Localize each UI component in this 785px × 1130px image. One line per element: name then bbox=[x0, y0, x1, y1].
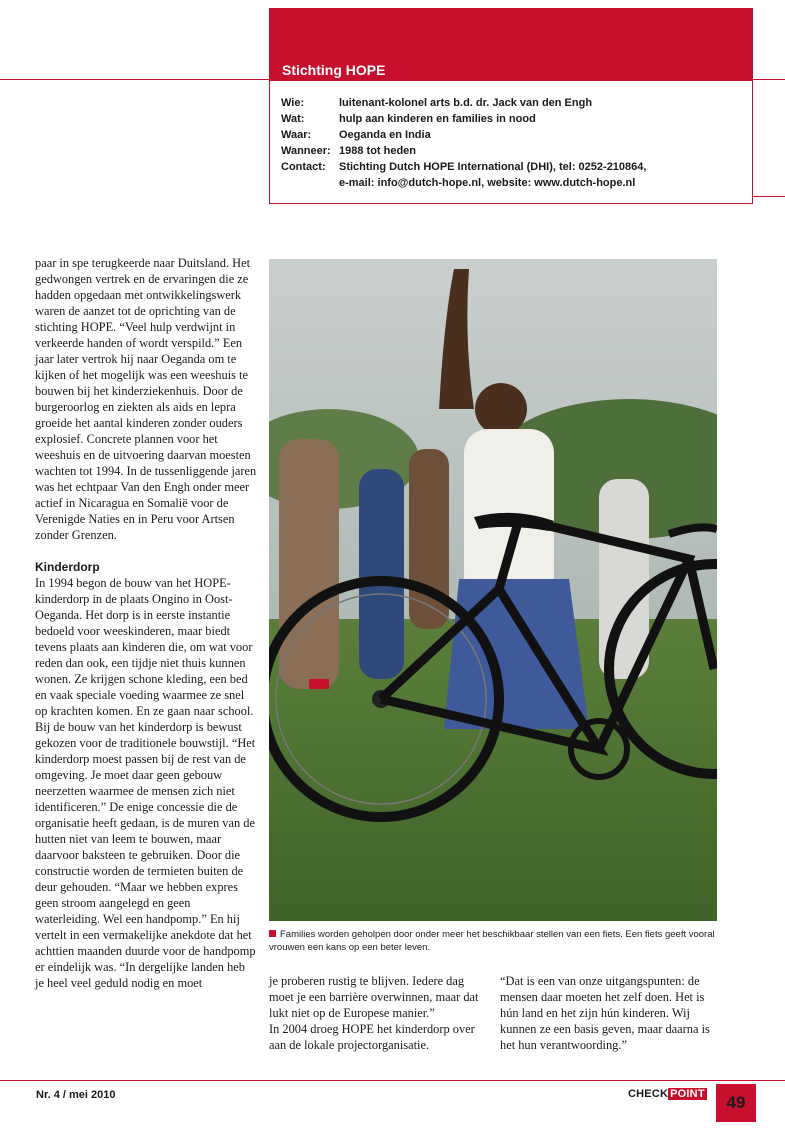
info-row-when bbox=[281, 143, 739, 159]
paragraph-spacer bbox=[35, 543, 257, 559]
article-paragraph: In 1994 begon de bouw van het HOPE-kinderdorp in de plaats Ongino in Oost-Oeganda. Het dorp is in eerste instantie bedoeld voor weeskinderen, maar biedt tevens plaats aan kinderen die, om wat voor reden dan ook, een tijdje niet thuis kunnen wonen. Ze krijgen schone kleding, een bed en vaak speciale voeding waarmee ze snel op krachten komen. En ze gaan naar school. Bij de bouw van het kinderdorp is bewust gekozen voor de traditionele bouwstijl. “Het kinderdorp moest passen bij de rest van de omgeving. Je moet daar geen gebouw neerzetten waarmee de mensen zich niet identificeren.” De enige concessie die de organisatie heeft gedaan, is de muren van de hutten niet van leem te bouwen, maar daarvoor baksteen te gebruiken. Door die constructie worden de termieten buiten de deur gehouden. “Maar we hebben expres geen stroom aangelegd en geen waterleiding. Wel een handpomp.” En hij vertelt in een vermakelijke anekdote dat het achttien maanden duurde voor de handpomp er eindelijk was. “In dergelijke landen heb je heel veel geduld nodig en moet bbox=[35, 576, 256, 990]
section-heading: Kinderdorp bbox=[35, 560, 100, 574]
info-row-contact-2 bbox=[281, 175, 739, 191]
article-photo bbox=[269, 259, 717, 921]
article-paragraph: “Dat is een van onze uitgangspunten: de mensen daar moeten het zelf doen. Het is hún land en het zijn hún kinderen. Wij kunnen ze een basis geven, maar daarna is het hun verantwoording.” bbox=[500, 974, 710, 1052]
info-box-header bbox=[270, 9, 752, 81]
article-paragraph: paar in spe terugkeerde naar Duitsland. Het gedwongen vertrek en de ervaringen die ze hadden opgedaan met ontwikkelingswerk waren de aanzet tot de oprichting van de stichting HOPE. “Veel hulp verdwijnt in verkeerde handen of wordt verspild.” Een jaar later vertrok hij naar Oeganda om te kijken of het mogelijk was een weeshuis te bouwen bij het kinderziekenhuis. Door de burgeroorlog en ziekten als aids en lepra groeide het aantal kinderen zonder ouders explosief. Concrete plannen voor het weeshuis en de uitvoering daarvan moesten wachten tot 1994. In de tussenliggende jaren was het echtpaar Van den Engh onder meer actief in Nicaragua en Somalië voor de Verenigde Naties en in Peru voor Artsen zonder Grenzen. bbox=[35, 256, 257, 542]
photo-illustration bbox=[269, 259, 717, 921]
issue-label: Nr. 4 / mei 2010 bbox=[36, 1089, 116, 1101]
logo-part-point: POINT bbox=[670, 1088, 705, 1100]
article-paragraph: In 2004 droeg HOPE het kinderdorp over aan de lokale projectorganisatie. bbox=[269, 1022, 475, 1052]
caption-text: Families worden geholpen door onder meer het beschikbaar stellen van een fiets. Een fiets geeft vooral vrouwen een kans op een beter leven. bbox=[269, 929, 715, 953]
info-box-title: Stichting HOPE bbox=[282, 62, 386, 78]
info-label: Wanneer: bbox=[281, 145, 331, 157]
info-value-links: e-mail: info@dutch-hope.nl, website: www.dutch-hope.nl bbox=[339, 177, 636, 189]
article-column-left bbox=[35, 255, 257, 991]
info-value: Stichting Dutch HOPE International (DHI), tel: 0252-210864, bbox=[339, 161, 647, 173]
info-row-where bbox=[281, 127, 739, 143]
info-row-who bbox=[281, 95, 739, 111]
info-label: Contact: bbox=[281, 161, 326, 173]
info-label: Waar: bbox=[281, 129, 312, 141]
info-value: luitenant-kolonel arts b.d. dr. Jack van den Engh bbox=[339, 97, 593, 109]
info-value: hulp aan kinderen en families in nood bbox=[339, 113, 536, 125]
article-paragraph: je proberen rustig te blijven. Iedere dag moet je een barrière overwinnen, maar dat lukt niet op de Europese manier.” bbox=[269, 974, 479, 1020]
info-label: Wat: bbox=[281, 113, 305, 125]
info-row-what bbox=[281, 111, 739, 127]
caption-bullet-icon bbox=[269, 930, 276, 937]
info-value: 1988 tot heden bbox=[339, 145, 417, 157]
info-value: Oeganda en India bbox=[339, 129, 431, 141]
photo-caption bbox=[269, 928, 717, 954]
side-rule bbox=[753, 196, 785, 197]
info-label-empty bbox=[281, 175, 339, 191]
article-column-right bbox=[500, 973, 722, 1053]
magazine-logo bbox=[628, 1088, 707, 1100]
info-row-contact bbox=[281, 159, 739, 175]
article-column-middle bbox=[269, 973, 481, 1053]
footer-rule bbox=[0, 1080, 785, 1081]
info-rows bbox=[281, 95, 739, 191]
page-number: 49 bbox=[716, 1084, 756, 1122]
logo-part-check: CHECK bbox=[628, 1088, 669, 1100]
info-label: Wie: bbox=[281, 97, 305, 109]
